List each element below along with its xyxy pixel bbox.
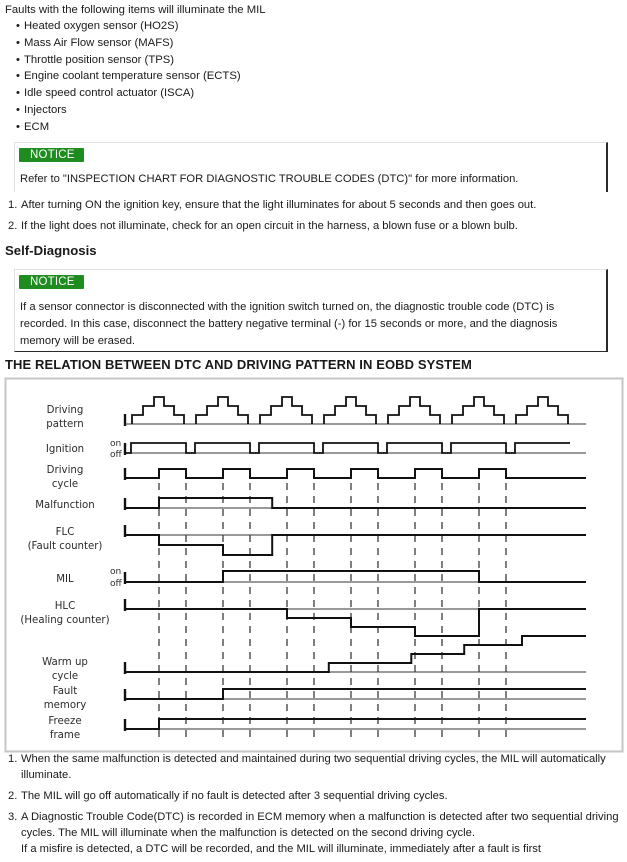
- list-item: [8, 788, 620, 804]
- step-number: 1.: [8, 753, 18, 765]
- intro-heading: Faults with the following items will illuminate the MIL: [5, 4, 266, 16]
- list-item: • ECM: [16, 119, 241, 136]
- list-item: [8, 751, 620, 783]
- dtc-notes-list: [8, 751, 620, 862]
- signal-label: Ignition: [45, 444, 85, 455]
- step-text: After turning ON the ignition key, ensure that the light illuminates for about 5 seconds and then goes out.: [21, 199, 537, 211]
- notice-badge: NOTICE: [19, 148, 84, 162]
- list-item: • Heated oxygen sensor (HO2S): [16, 18, 241, 35]
- step-text-continued: If a misfire is detected, a DTC will be recorded, and the MIL will illuminate, immediately after a fault is first: [21, 843, 541, 855]
- off-label: off: [110, 450, 122, 460]
- signal-label: cycle: [51, 479, 79, 490]
- signal-label: (Healing counter): [20, 615, 110, 626]
- notice-text: Refer to "INSPECTION CHART FOR DIAGNOSTIC TROUBLE CODES (DTC)" for more information.: [20, 173, 519, 185]
- signal-label: Freeze: [48, 716, 82, 727]
- list-item: • Engine coolant temperature sensor (ECTS): [16, 68, 241, 85]
- step-number: 2.: [8, 790, 18, 802]
- list-item: [8, 809, 620, 857]
- list-item: • Idle speed control actuator (ISCA): [16, 85, 241, 102]
- off-label: off: [110, 579, 122, 589]
- section-title-dtc-relation: THE RELATION BETWEEN DTC AND DRIVING PATTERN IN EOBD SYSTEM: [5, 357, 472, 372]
- list-item: • Throttle position sensor (TPS): [16, 52, 241, 69]
- step-text: The MIL will go off automatically if no fault is detected after 3 sequential driving cycles.: [21, 790, 448, 802]
- signal-label: Warm up: [42, 657, 88, 668]
- on-label: on: [110, 567, 122, 577]
- signal-label: Fault: [52, 686, 78, 697]
- step-text: If the light does not illuminate, check for an open circuit in the harness, a blown fuse or a blown bulb.: [21, 219, 518, 232]
- step-text: A Diagnostic Trouble Code(DTC) is recorded in ECM memory when a malfunction is detected after two sequential driving cycles. The MIL will illuminate when the malfunction is detected on the second driving cycle.: [21, 811, 619, 839]
- on-label: on: [110, 439, 122, 449]
- step-number: 3.: [8, 811, 18, 823]
- signal-label: cycle: [51, 671, 79, 682]
- signal-label: FLC: [55, 527, 75, 538]
- signal-label: (Fault counter): [27, 541, 103, 552]
- signal-label: Driving: [46, 465, 84, 476]
- step-number: 2.: [8, 219, 18, 232]
- signal-label: Driving: [46, 405, 84, 416]
- list-item: • Injectors: [16, 102, 241, 119]
- signal-label: memory: [43, 700, 87, 711]
- signal-label: frame: [49, 730, 81, 741]
- signal-label: pattern: [46, 419, 84, 430]
- signal-label: HLC: [54, 601, 76, 612]
- step-text: When the same malfunction is detected and maintained during two sequential driving cycles, the MIL will automatically illuminate.: [21, 753, 606, 781]
- list-item: • Mass Air Flow sensor (MAFS): [16, 35, 241, 52]
- notice-badge: NOTICE: [19, 275, 84, 289]
- signal-label: MIL: [56, 574, 74, 585]
- section-title-self-diagnosis: Self-Diagnosis: [5, 243, 97, 258]
- notice-text: If a sensor connector is disconnected with the ignition switch turned on, the diagnostic trouble code (DTC) is recorded. In this case, disconnect the battery negative terminal (-) for 15 seconds or more, and the diagnosis memory will be erased.: [20, 301, 558, 347]
- signal-label: Malfunction: [35, 500, 95, 511]
- step-number: 1.: [8, 199, 18, 211]
